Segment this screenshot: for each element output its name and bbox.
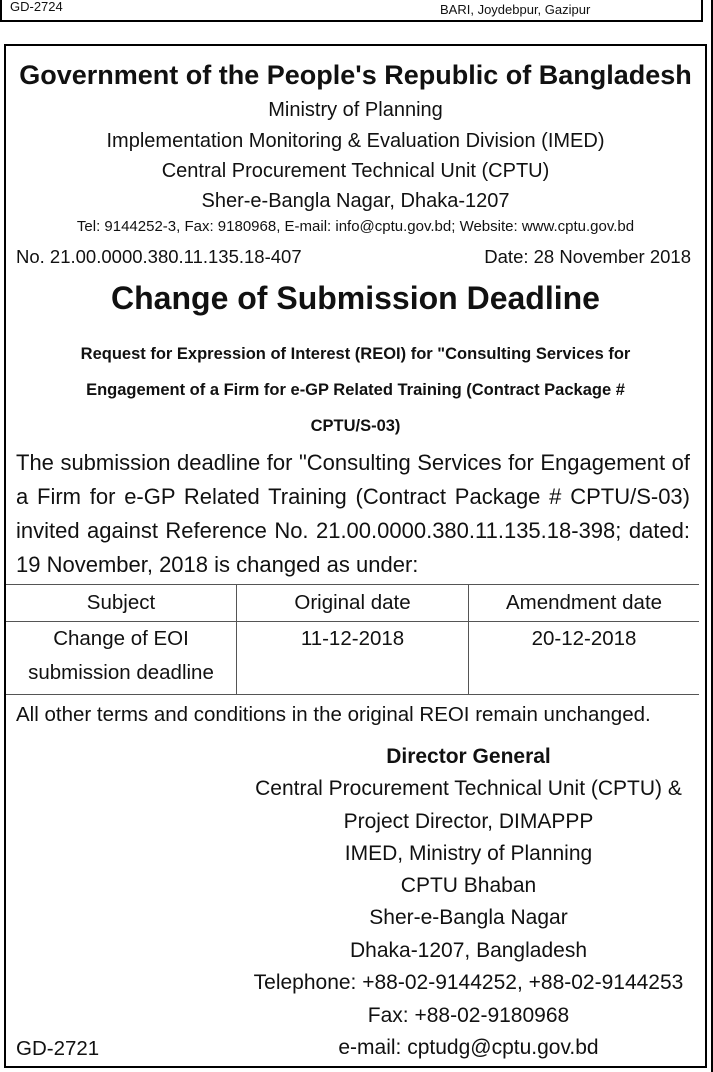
- amendment-table: [6, 584, 699, 695]
- table-row: [6, 622, 699, 695]
- notice-box: [4, 44, 707, 1068]
- cell-subject: [6, 622, 237, 695]
- unit-line: Central Procurement Technical Unit (CPTU): [161, 160, 550, 182]
- subject-text-line: Change of EOI: [53, 627, 189, 650]
- previous-notice-code: GD-2724: [10, 0, 63, 14]
- government-heading: Government of the People's Republic of Bangladesh: [19, 60, 692, 90]
- signatory-line: CPTU Bhaban: [400, 874, 537, 897]
- signatory-line: IMED, Ministry of Planning: [344, 842, 593, 865]
- ministry-line: Ministry of Planning: [268, 99, 443, 121]
- subject-line: Engagement of a Firm for e-GP Related Training (Contract Package #: [86, 381, 625, 399]
- closing-note: All other terms and conditions in the original REOI remain unchanged.: [16, 703, 651, 726]
- division-line: Implementation Monitoring & Evaluation Division (IMED): [106, 130, 605, 152]
- body-line: a Firm for e-GP Related Training (Contract Package # CPTU/S-03): [16, 484, 690, 509]
- body-line: invited against Reference No. 21.00.0000.380.11.135.18-398; dated:: [16, 518, 690, 543]
- table-header-row: [6, 585, 699, 622]
- notice-code: GD-2721: [16, 1037, 100, 1060]
- subject-text-line: submission deadline: [28, 661, 214, 684]
- signatory-fax: Fax: +88-02-9180968: [367, 1004, 570, 1027]
- notice-date: Date: 28 November 2018: [484, 246, 691, 267]
- reference-number: No. 21.00.0000.380.11.135.18-407: [16, 246, 302, 267]
- signatory-line: Sher-e-Bangla Nagar: [369, 906, 568, 929]
- signatory-telephone: Telephone: +88-02-9144252, +88-02-9144253: [253, 971, 684, 994]
- contact-line: Tel: 9144252-3, Fax: 9180968, E-mail: info@cptu.gov.bd; Website: www.cptu.gov.bd: [76, 218, 635, 235]
- cell-original-date: 11-12-2018: [237, 622, 469, 695]
- previous-notice-strip: [0, 0, 703, 22]
- header-original-date: Original date: [237, 585, 469, 622]
- notice-title: Change of Submission Deadline: [111, 280, 600, 316]
- subject-line: CPTU/S-03): [310, 417, 401, 435]
- previous-notice-address: BARI, Joydebpur, Gazipur: [440, 2, 591, 17]
- header-subject: Subject: [6, 585, 237, 622]
- cell-amendment-date: 20-12-2018: [469, 622, 700, 695]
- body-line: The submission deadline for "Consulting Services for Engagement of: [16, 450, 690, 475]
- signatory-line: Dhaka-1207, Bangladesh: [349, 939, 587, 962]
- subject-line: Request for Expression of Interest (REOI) for "Consulting Services for: [80, 345, 631, 363]
- signatory-title: Director General: [386, 745, 551, 768]
- address-line: Sher-e-Bangla Nagar, Dhaka-1207: [201, 190, 510, 212]
- signatory-line: Project Director, DIMAPPP: [343, 810, 594, 833]
- signatory-line: Central Procurement Technical Unit (CPTU) &: [255, 777, 682, 800]
- signatory-email: e-mail: cptudg@cptu.gov.bd: [338, 1036, 599, 1059]
- body-line: 19 November, 2018 is changed as under:: [16, 552, 419, 577]
- header-amendment-date: Amendment date: [469, 585, 700, 622]
